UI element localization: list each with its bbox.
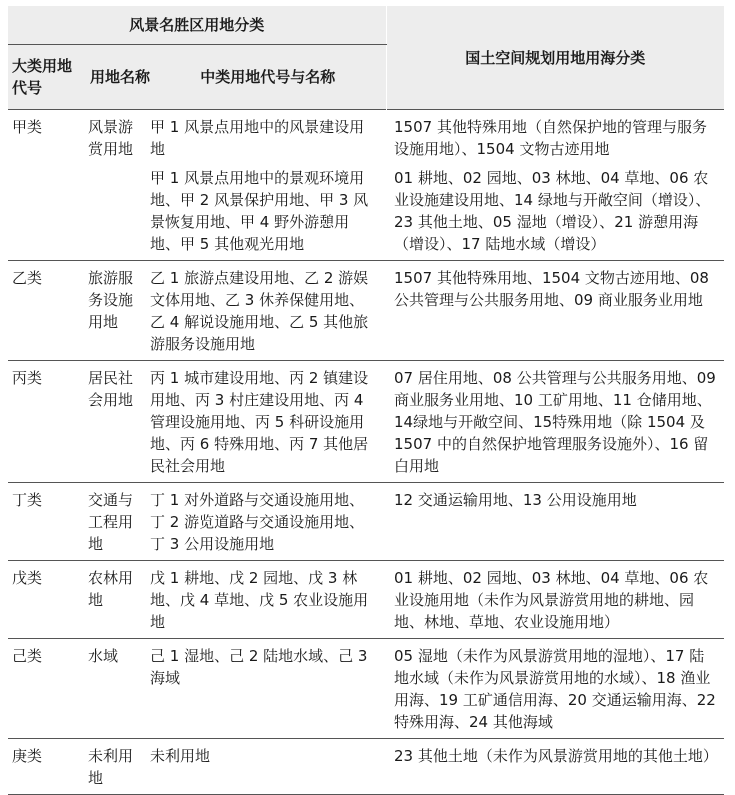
- cell-sea: 23 其他土地（未作为风景游赏用地的其他土地）: [386, 739, 724, 795]
- cell-sea: 12 交通运输用地、13 公用设施用地: [386, 483, 724, 561]
- cell-mid: 甲 1 风景点用地中的风景建设用地: [150, 110, 386, 166]
- table-row: [8, 739, 724, 795]
- cell-mid: 丙 1 城市建设用地、丙 2 镇建设用地、丙 3 村庄建设用地、丙 4 管理设施用地、丙 5 科研设施用地、丙 6 特殊用地、丙 7 其他居民社会用地: [150, 361, 386, 483]
- cell-major: 丁类: [8, 483, 84, 561]
- cell-major: 乙类: [8, 261, 84, 361]
- header-spatial-planning-classification: 国土空间规划用地用海分类: [386, 6, 724, 110]
- cell-name: 旅游服务设施用地: [84, 261, 150, 361]
- cell-sea: 1507 其他特殊用地、1504 文物古迹用地、08 公共管理与公共服务用地、09 商业服务业用地: [386, 261, 724, 361]
- cell-name: 农林用地: [84, 561, 150, 639]
- cell-mid: 乙 1 旅游点建设用地、乙 2 游娱文体用地、乙 3 休养保健用地、乙 4 解说设施用地、乙 5 其他旅游服务设施用地: [150, 261, 386, 361]
- cell-major: 甲类: [8, 110, 84, 261]
- table-body: [8, 110, 724, 795]
- cell-name: 风景游赏用地: [84, 110, 150, 261]
- cell-mid: 丁 1 对外道路与交通设施用地、丁 2 游览道路与交通设施用地、丁 3 公用设施用地: [150, 483, 386, 561]
- cell-name: 交通与工程用地: [84, 483, 150, 561]
- cell-mid: 己 1 湿地、己 2 陆地水域、己 3 海域: [150, 639, 386, 739]
- header-scenic-classification: 风景名胜区用地分类: [8, 6, 386, 45]
- table-row: [8, 561, 724, 639]
- cell-name: 居民社会用地: [84, 361, 150, 483]
- header-land-name: 用地名称: [84, 45, 150, 110]
- cell-major: 丙类: [8, 361, 84, 483]
- table-row: [8, 110, 724, 166]
- table-row: [8, 483, 724, 561]
- cell-sea: 01 耕地、02 园地、03 林地、04 草地、06 农业设施建设用地、14 绿地与开敞空间（增设）、23 其他土地、05 湿地（增设）、21 游憩用海（增设）、17 陆地水域（增设）: [394, 169, 711, 253]
- cell-name: 未利用地: [84, 739, 150, 795]
- cell-mid: 戊 1 耕地、戊 2 园地、戊 3 林地、戊 4 草地、戊 5 农业设施用地: [150, 561, 386, 639]
- cell-sea: 1507 其他特殊用地（自然保护地的管理与服务设施用地）、1504 文物古迹用地: [386, 110, 724, 166]
- header-major-code: 大类用地代号: [8, 45, 84, 110]
- land-use-classification-table: [8, 6, 724, 795]
- table-row: [8, 361, 724, 483]
- cell-major: 己类: [8, 639, 84, 739]
- table-row: [8, 639, 724, 739]
- cell-mid: 未利用地: [150, 739, 386, 795]
- cell-sea: 05 湿地（未作为风景游赏用地的湿地）、17 陆地水域（未作为风景游赏用地的水域）、18 渔业用海、19 工矿通信用海、20 交通运输用海、22 特殊用海、24 其他海域: [386, 639, 724, 739]
- header-mid-code-name: 中类用地代号与名称: [150, 45, 386, 110]
- cell-name: 水域: [84, 639, 150, 739]
- cell-sea: 01 耕地、02 园地、03 林地、04 草地、06 农业设施用地（未作为风景游赏用地的耕地、园地、林地、草地、农业设施用地）: [386, 561, 724, 639]
- table-header: [8, 6, 724, 110]
- cell-major: 庚类: [8, 739, 84, 795]
- cell-major: 戊类: [8, 561, 84, 639]
- table-row: [8, 261, 724, 361]
- cell-sea: 07 居住用地、08 公共管理与公共服务用地、09 商业服务业用地、10 工矿用地、11 仓储用地、14绿地与开敞空间、15特殊用地（除 1504 及 1507 中的自然保护地管理服务设施外）、16 留白用地: [386, 361, 724, 483]
- cell-mid: 甲 1 风景点用地中的景观环境用地、甲 2 风景保护用地、甲 3 风景恢复用地、甲 4 野外游憩用地、甲 5 其他观光用地: [150, 169, 369, 253]
